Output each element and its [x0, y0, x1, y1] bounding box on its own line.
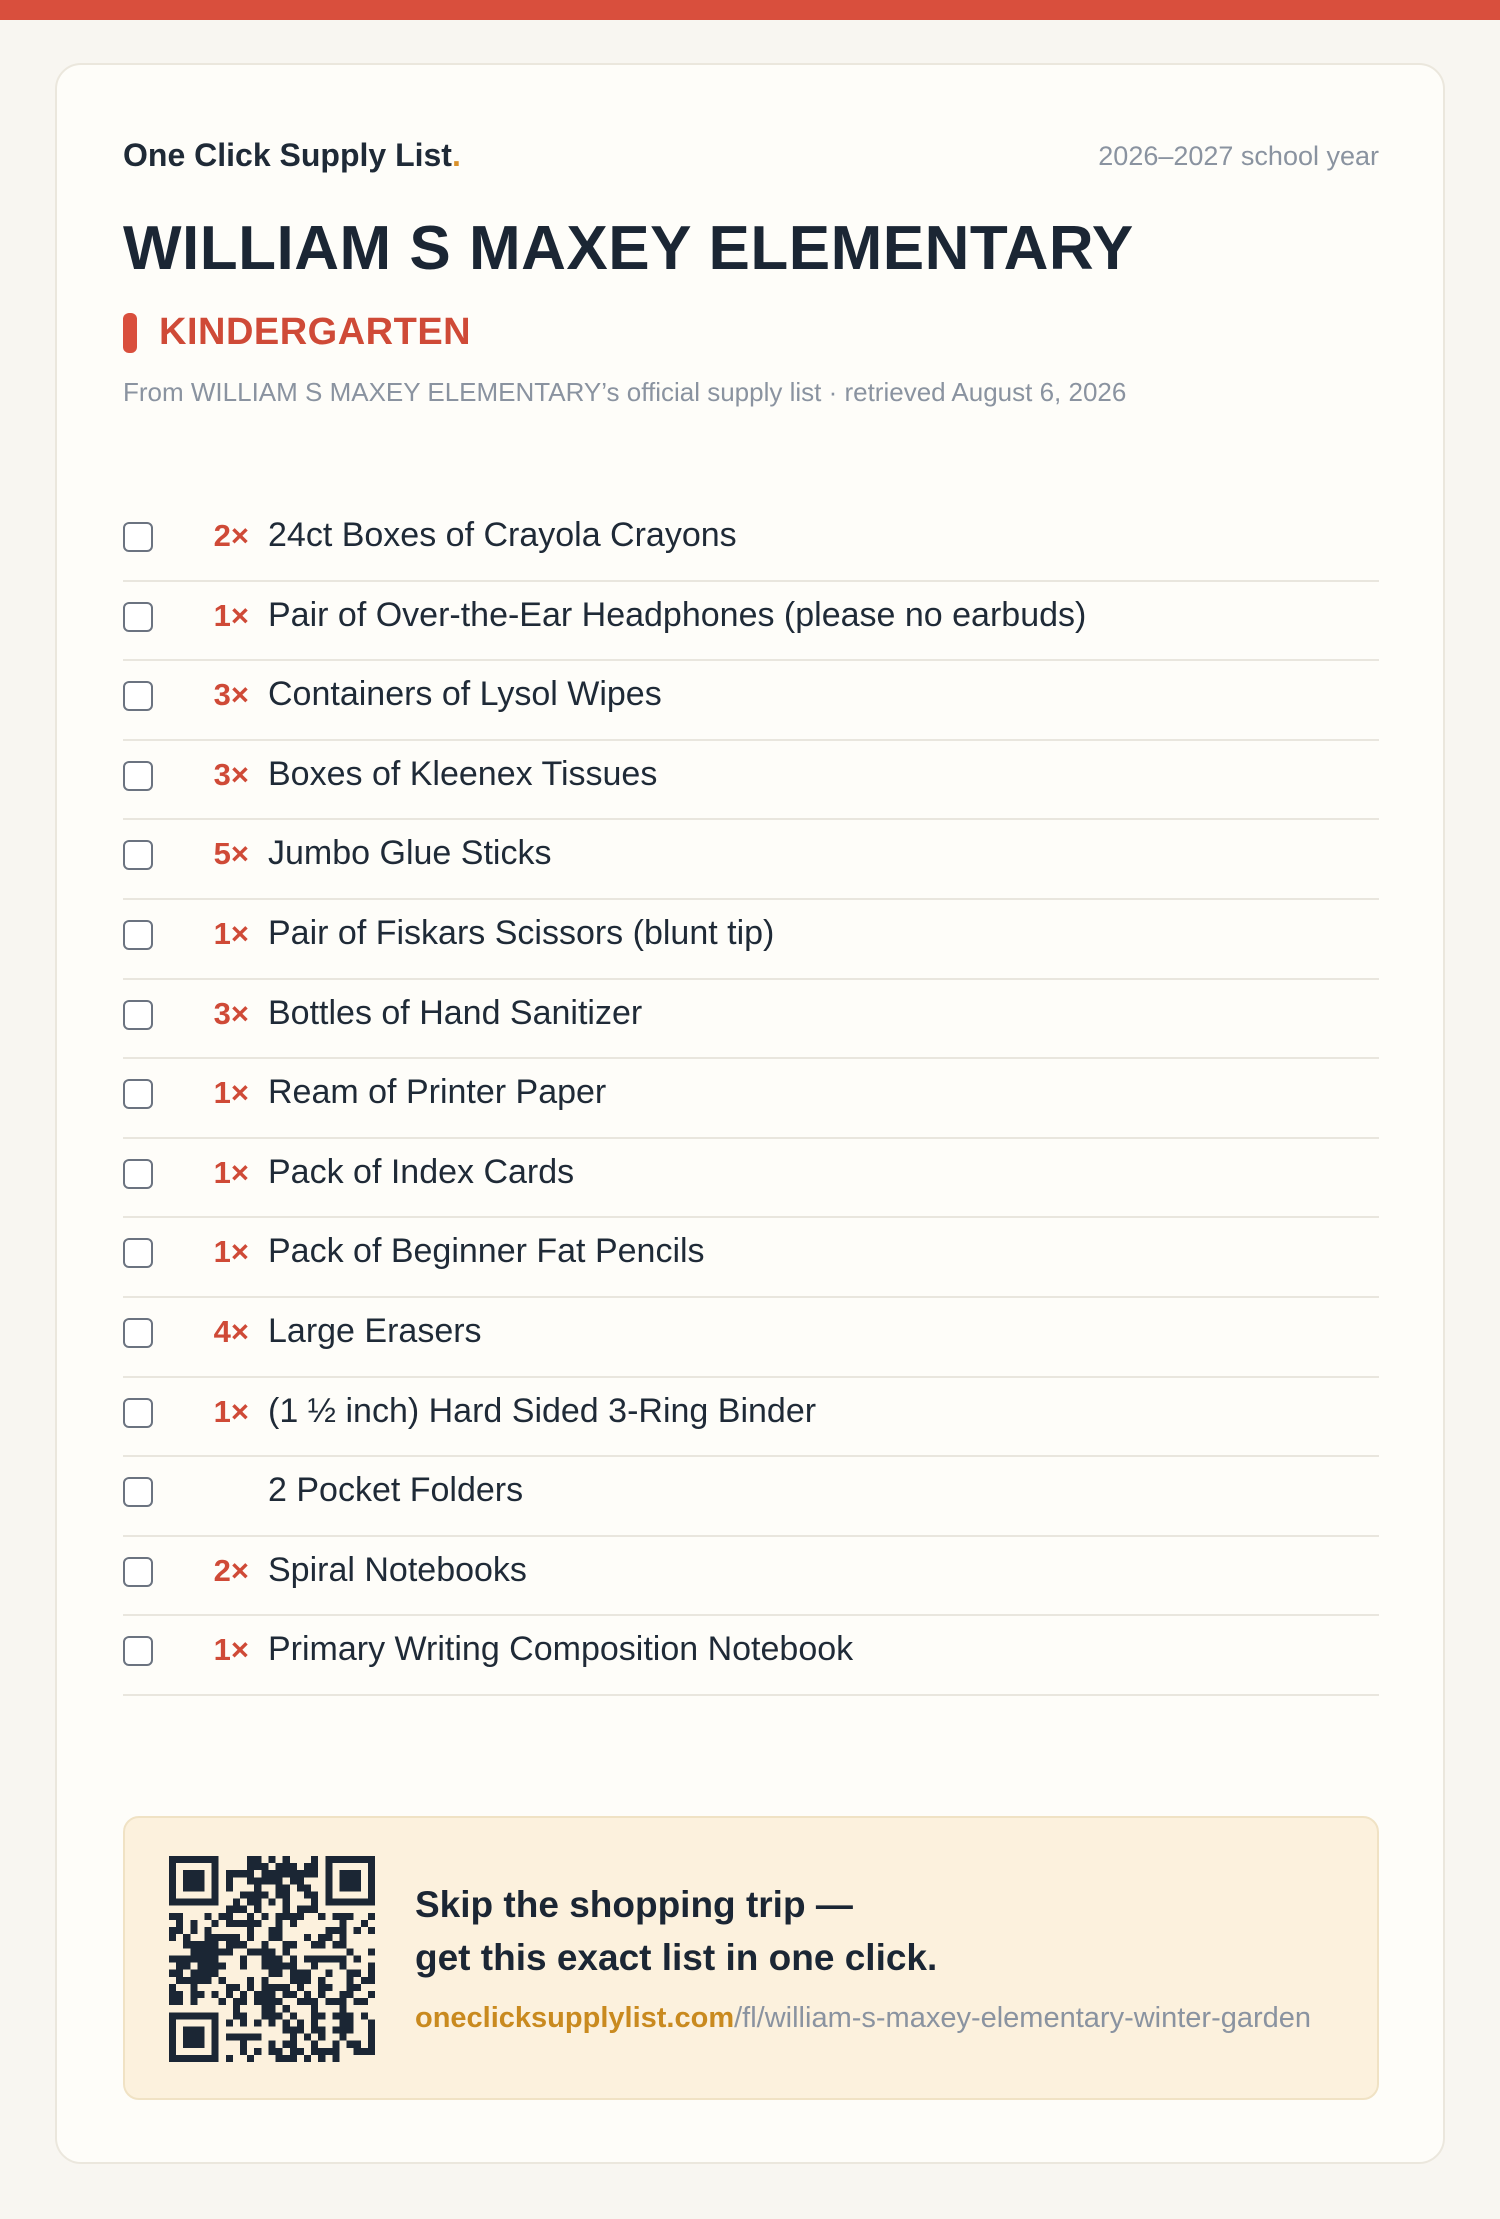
item-quantity: 3× [213, 756, 249, 792]
grade-accent-bar [123, 313, 137, 353]
checkbox-icon[interactable] [123, 1318, 153, 1348]
promo-link-domain[interactable]: oneclicksupplylist.com [415, 2002, 735, 2034]
promo-title [415, 1878, 937, 1984]
school-year: 2026–2027 school year [1098, 141, 1379, 171]
item-name: Bottles of Hand Sanitizer [268, 993, 643, 1032]
list-item [123, 1457, 1379, 1537]
item-quantity: 2× [213, 518, 249, 553]
item-quantity: 1× [213, 1234, 249, 1270]
checkbox-icon[interactable] [123, 1238, 153, 1268]
list-item [123, 1537, 1379, 1617]
item-name: Large Erasers [268, 1311, 482, 1350]
brand-logo [123, 137, 461, 174]
item-quantity: 1× [213, 915, 249, 951]
list-item [123, 1218, 1379, 1298]
promo-line-2: get this exact list in one click. [415, 1937, 938, 1978]
checkbox-icon[interactable] [123, 1079, 153, 1109]
list-item [123, 582, 1379, 662]
list-item [123, 1139, 1379, 1219]
item-quantity: 1× [213, 1075, 249, 1111]
list-item [123, 1298, 1379, 1378]
checkbox-icon[interactable] [123, 840, 153, 870]
item-name: Primary Writing Composition Notebook [268, 1630, 854, 1669]
list-item [123, 1059, 1379, 1139]
promo-link[interactable] [415, 2002, 1311, 2035]
checkbox-icon[interactable] [123, 1477, 153, 1507]
checkbox-icon[interactable] [123, 920, 153, 950]
item-name: 24ct Boxes of Crayola Crayons [268, 516, 737, 554]
checkbox-icon[interactable] [123, 1398, 153, 1428]
item-name: 2 Pocket Folders [268, 1471, 524, 1510]
checkbox-icon[interactable] [123, 1636, 153, 1666]
item-quantity: 5× [213, 836, 249, 872]
grade-label: KINDERGARTEN [159, 311, 472, 353]
item-quantity: 4× [213, 1313, 249, 1349]
list-item [123, 900, 1379, 980]
item-quantity: 3× [213, 677, 249, 713]
list-item [123, 1378, 1379, 1458]
item-name: Pair of Over-the-Ear Headphones (please no earbuds) [268, 595, 1087, 634]
list-item [123, 502, 1379, 582]
list-item [123, 980, 1379, 1060]
checkbox-icon[interactable] [123, 681, 153, 711]
brand-row [123, 137, 1379, 177]
list-item [123, 661, 1379, 741]
item-name: Containers of Lysol Wipes [268, 675, 662, 714]
item-name: Pair of Fiskars Scissors (blunt tip) [268, 913, 775, 952]
page-title: WILLIAM S MAXEY ELEMENTARY [123, 214, 1134, 283]
item-name: Pack of Index Cards [268, 1152, 575, 1191]
item-quantity: 3× [213, 995, 249, 1031]
item-name: Boxes of Kleenex Tissues [268, 754, 658, 793]
promo-box [123, 1816, 1379, 2100]
item-quantity: 1× [213, 1632, 249, 1668]
checkbox-icon[interactable] [123, 1000, 153, 1030]
promo-line-1: Skip the shopping trip — [415, 1884, 853, 1925]
item-name: Jumbo Glue Sticks [268, 834, 552, 873]
item-quantity: 1× [213, 1393, 249, 1429]
promo-link-path[interactable]: /fl/william-s-maxey-elementary-winter-garden [734, 2002, 1312, 2034]
checkbox-icon[interactable] [123, 1159, 153, 1189]
supply-list-card [55, 63, 1445, 2164]
brand-name: One Click Supply List [123, 137, 452, 173]
checkbox-icon[interactable] [123, 761, 153, 791]
brand-dot: . [451, 137, 461, 173]
list-item [123, 741, 1379, 821]
item-quantity: 1× [213, 1154, 249, 1190]
list-item [123, 1616, 1379, 1696]
checkbox-icon[interactable] [123, 522, 153, 552]
item-quantity: 2× [213, 1552, 249, 1588]
list-item [123, 820, 1379, 900]
item-name: Pack of Beginner Fat Pencils [268, 1232, 705, 1271]
supply-list [123, 502, 1379, 1696]
checkbox-icon[interactable] [123, 602, 153, 632]
item-quantity: 1× [213, 597, 249, 633]
checkbox-icon[interactable] [123, 1557, 153, 1587]
item-name: Ream of Printer Paper [268, 1073, 607, 1112]
qr-code-icon[interactable] [169, 1856, 375, 2062]
item-name: (1 ½ inch) Hard Sided 3-Ring Binder [268, 1391, 817, 1430]
top-accent-bar [0, 0, 1500, 20]
source-note: From WILLIAM S MAXEY ELEMENTARY’s official supply list · retrieved August 6, 2026 [123, 377, 1127, 407]
item-name: Spiral Notebooks [268, 1550, 527, 1589]
